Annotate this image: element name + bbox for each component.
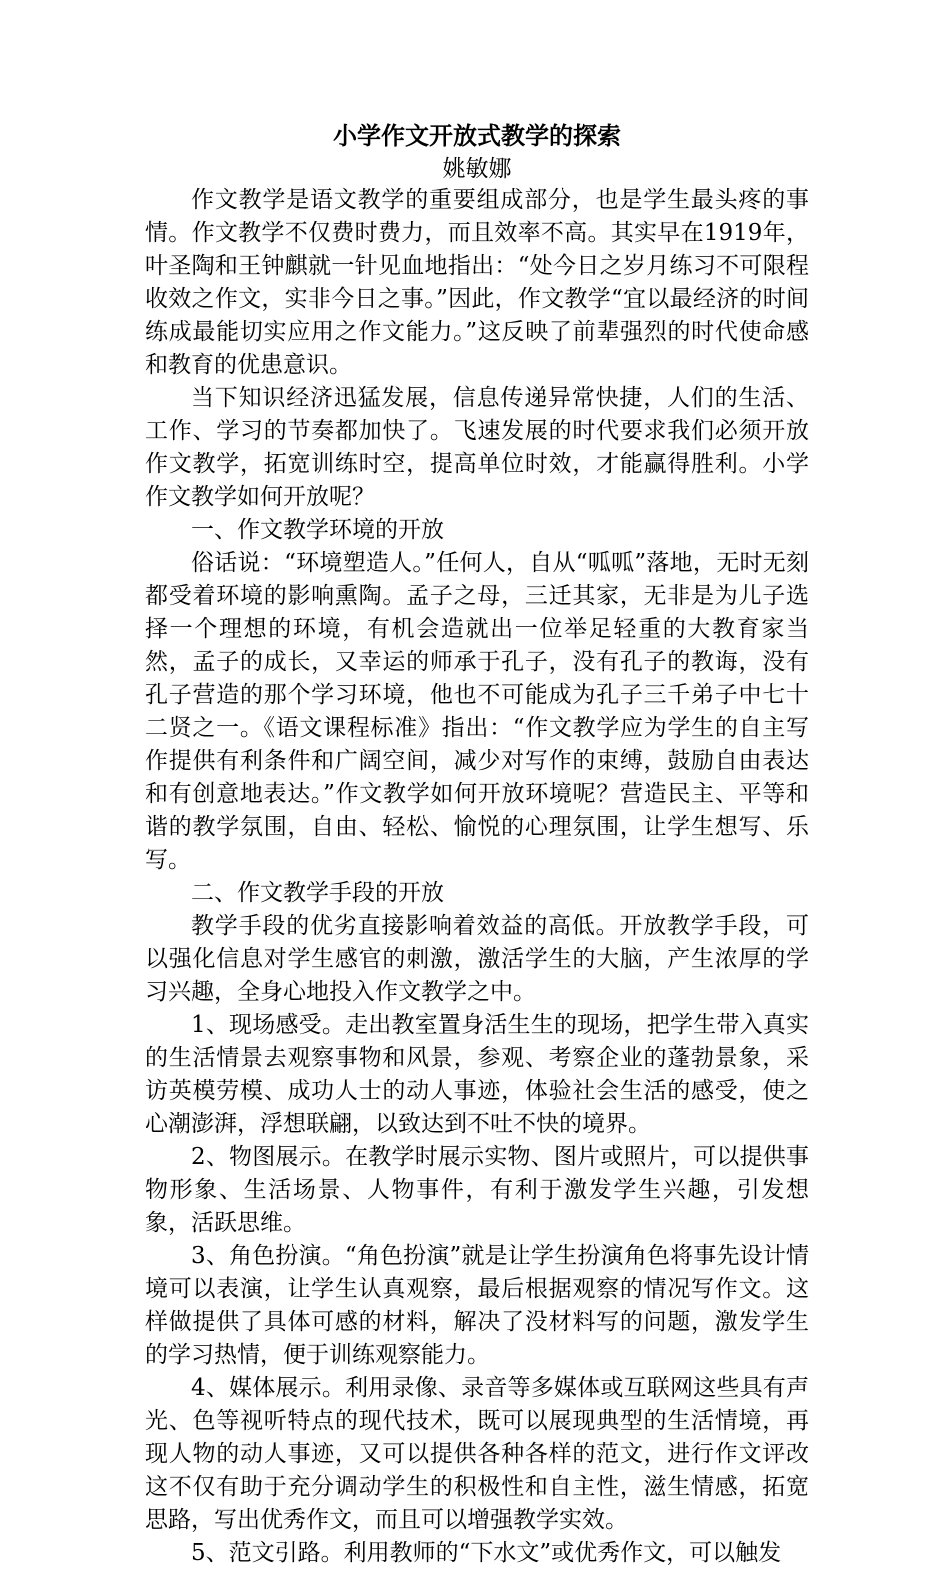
paragraph-3: 俗话说：“环境塑造人。”任何人，自从“呱呱”落地，无时无刻都受着环境的影响熏陶。孟子之母，三迁其家，无非是为儿子选择一个理想的环境，有机会造就出一位举足轻重的大教育家当然，孟子的成长，又幸运的师承于孔子，没有孔子的教诲，没有孔子营造的那个学习环境，他也不可能成为孔子三千弟子中七十二贤之一。《语文课程标准》指出：“作文教学应为学生的自主写作提供有利条件和广阔空间，减少对写作的束缚，鼓励自由表达和有创意地表达。”作文教学如何开放环境呢？营造民主、平等和谐的教学氛围，自由、轻松、愉悦的心理氛围，让学生想写、乐写。 [145, 550, 809, 873]
document-title: 小学作文开放式教学的探索 [333, 121, 621, 150]
paragraph-4: 教学手段的优劣直接影响着效益的高低。开放教学手段，可以强化信息对学生感官的刺激，激活学生的大脑，产生浓厚的学习兴趣，全身心地投入作文教学之中。 [145, 913, 809, 1005]
paragraph-1: 作文教学是语文教学的重要组成部分，也是学生最头疼的事情。作文教学不仅费时费力，而且效率不高。其实早在1919年，叶圣陶和王钟麒就一针见血地指出：“处今日之岁月练习不可限程收效之作文，实非今日之事。”因此，作文教学“宜以最经济的时间练成最能切实应用之作文能力。”这反映了前辈强烈的时代使命感和教育的优患意识。 [145, 187, 809, 378]
document-page [145, 118, 809, 1570]
document-author: 姚敏娜 [442, 156, 512, 182]
paragraph-2: 当下知识经济迅猛发展，信息传递异常快捷，人们的生活、工作、学习的节奏都加快了。飞速发展的时代要求我们必须开放作文教学，拓宽训练时空，提高单位时效，才能赢得胜利。小学作文教学如何开放呢？ [145, 385, 809, 510]
paragraph-8: 4、媒体展示。利用录像、录音等多媒体或互联网这些具有声光、色等视听特点的现代技术，既可以展现典型的生活情境，再现人物的动人事迹，又可以提供各种各样的范文，进行作文评改这不仅有助于充分调动学生的积极性和自主性，滋生情感，拓宽思路，写出优秀作文，而且可以增强教学实效。 [145, 1375, 809, 1533]
paragraph-6: 2、物图展示。在教学时展示实物、图片或照片，可以提供事物形象、生活场景、人物事件，有利于激发学生兴趣，引发想象，活跃思维。 [145, 1144, 809, 1236]
paragraph-5: 1、现场感受。走出教室置身活生生的现场，把学生带入真实的生活情景去观察事物和风景，参观、考察企业的蓬勃景象，采访英模劳模、成功人士的动人事迹，体验社会生活的感受，使之心潮澎湃，浮想联翩，以致达到不吐不快的境界。 [145, 1012, 809, 1137]
paragraph-9: 5、范文引路。利用教师的“下水文”或优秀作文，可以触发 [191, 1540, 782, 1566]
paragraph-7: 3、角色扮演。“角色扮演”就是让学生扮演角色将事先设计情境可以表演，让学生认真观察，最后根据观察的情况写作文。这样做提供了具体可感的材料，解决了没材料写的问题，激发学生的学习热情，便于训练观察能力。 [145, 1243, 809, 1368]
section-heading-2: 二、作文教学手段的开放 [191, 880, 444, 906]
section-heading-1: 一、作文教学环境的开放 [191, 517, 444, 543]
